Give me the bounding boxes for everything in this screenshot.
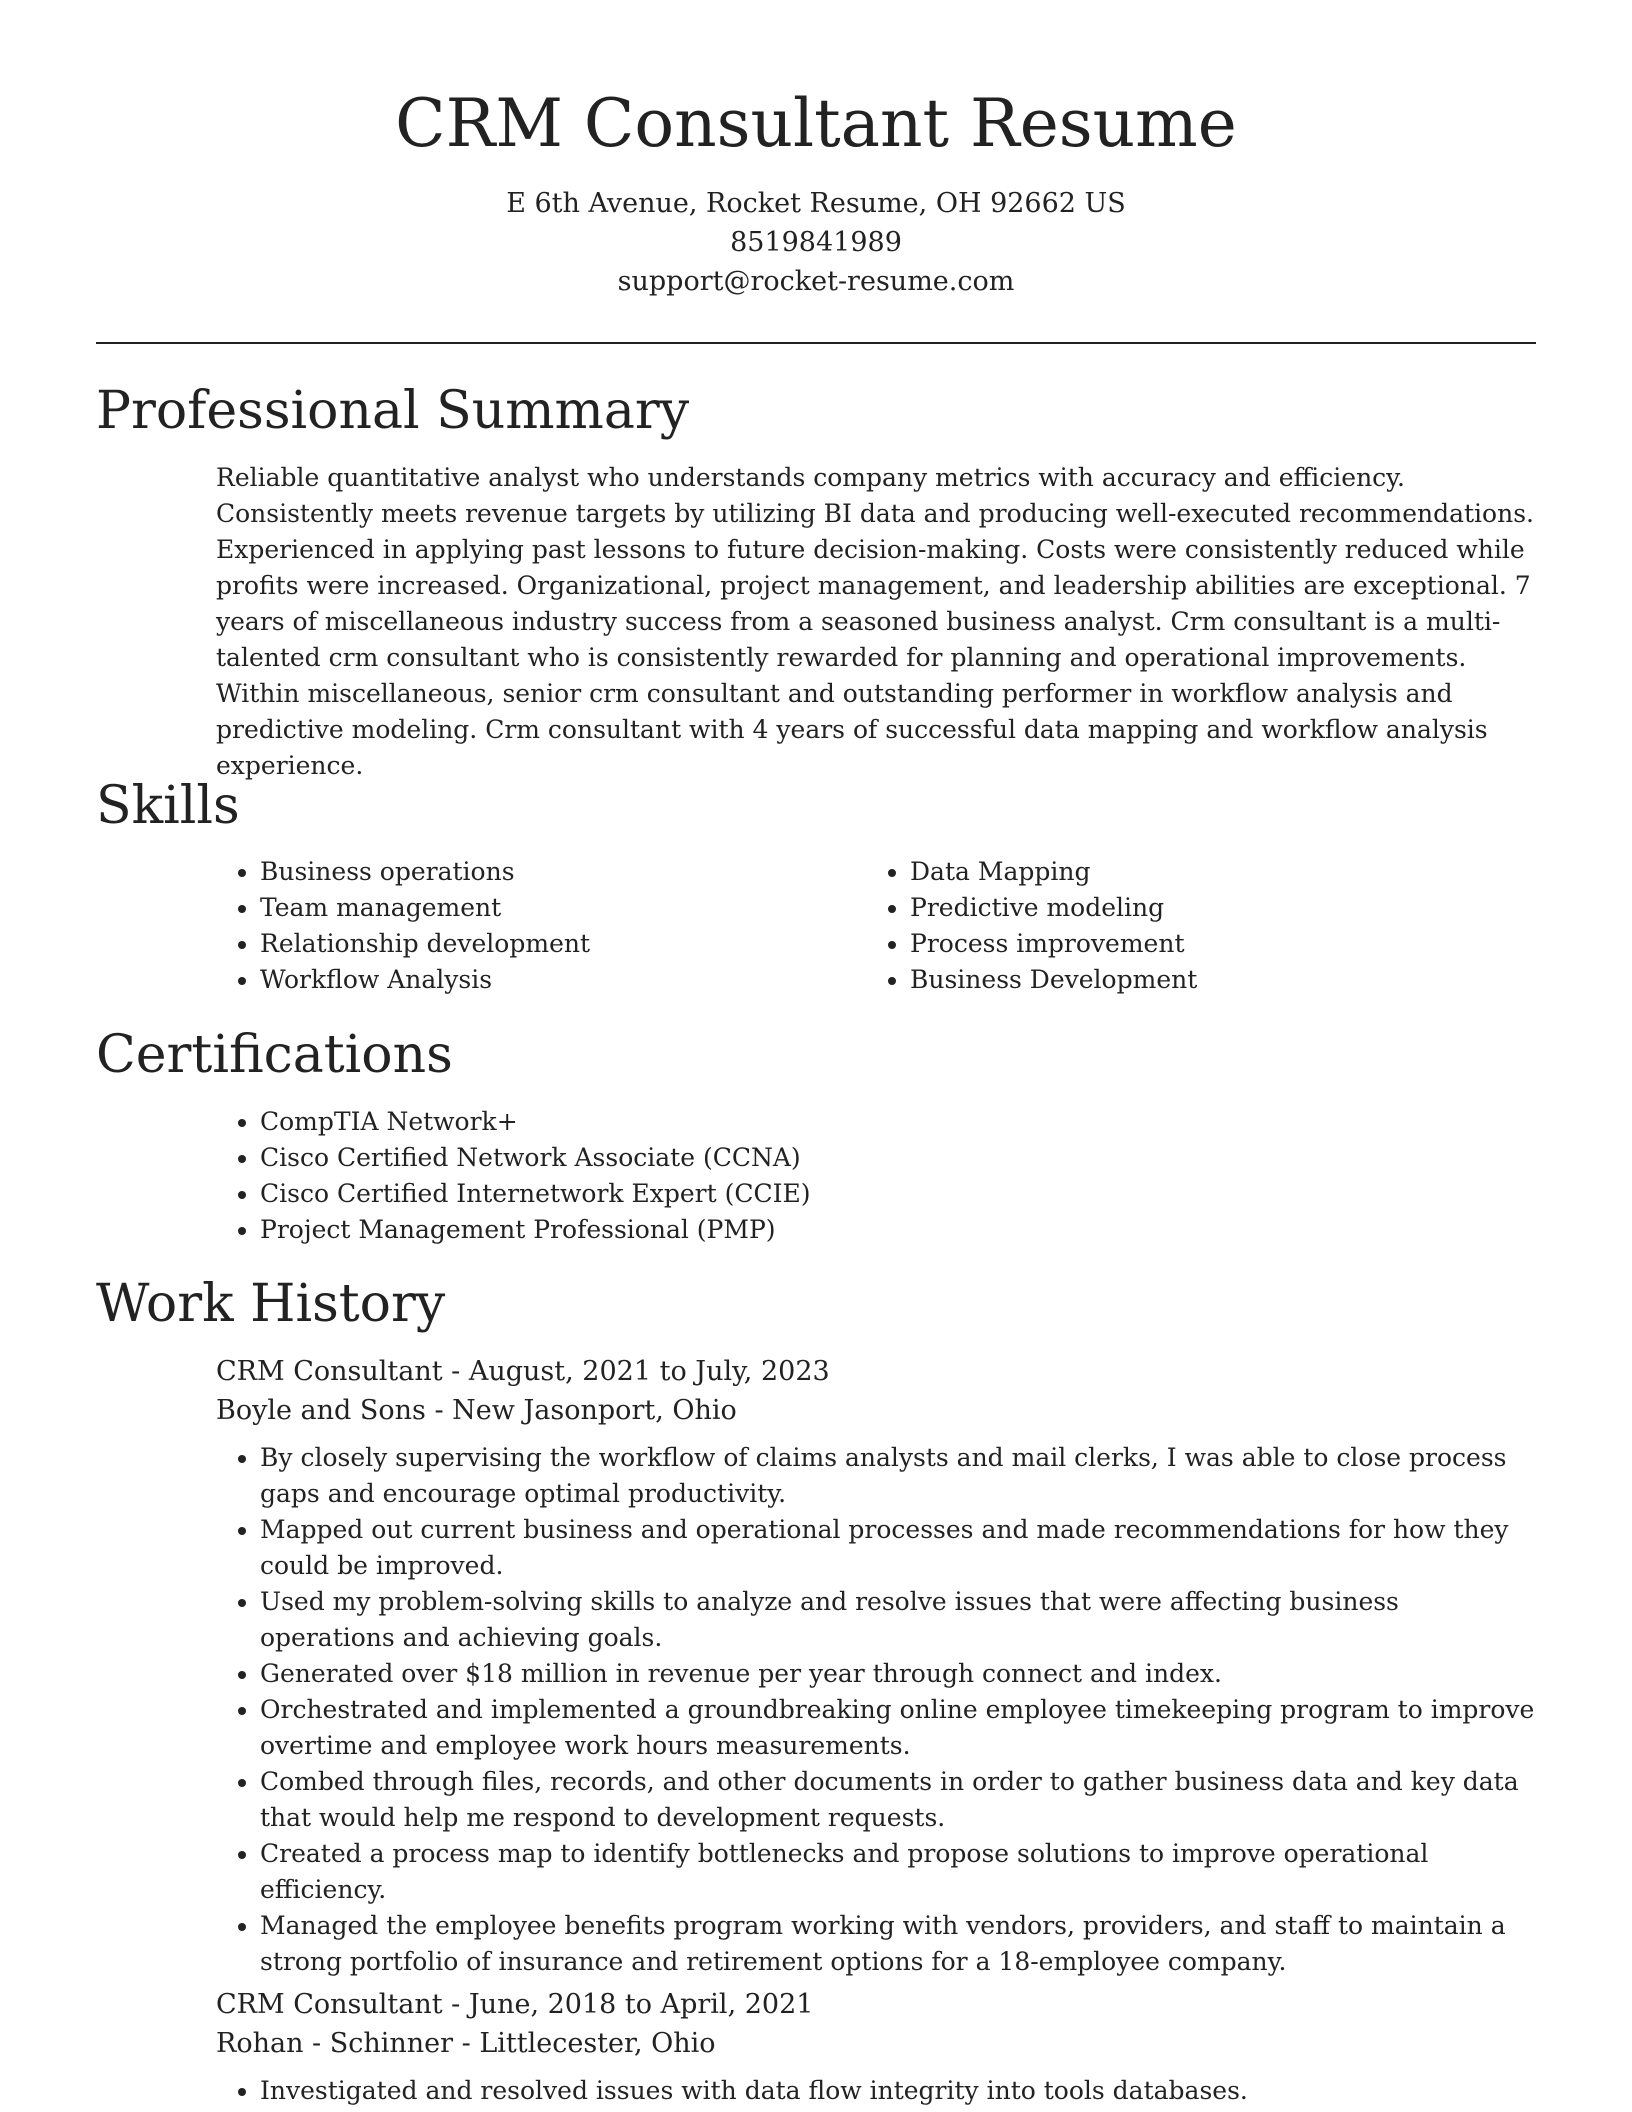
skill-item: • Business operations bbox=[260, 854, 836, 890]
job-title-line: CRM Consultant - June, 2018 to April, 2021 bbox=[216, 1989, 814, 2020]
job-company-line: Rohan - Schinner - Littlecester, Ohio bbox=[216, 2028, 716, 2059]
certifications-block bbox=[216, 1104, 1116, 1248]
skills-column-right bbox=[866, 854, 1486, 998]
skill-item: • Business Development bbox=[910, 962, 1486, 998]
skills-list-left bbox=[216, 854, 836, 998]
job-bullet: • Managed the employee benefits program working with vendors, providers, and staff to maintain a strong portfolio of insurance and retirement options for a 18-employee company. bbox=[260, 1908, 1541, 1980]
certifications-list bbox=[216, 1104, 1116, 1248]
work-history-heading: Work History bbox=[96, 1274, 446, 1334]
job-bullet: • Investigated and resolved issues with data flow integrity into tools databases. bbox=[260, 2073, 1541, 2109]
skill-item: • Predictive modeling bbox=[910, 890, 1486, 926]
resume-header bbox=[0, 0, 1632, 301]
job-bullet: • Combed through files, records, and other documents in order to gather business data and key data that would help me respond to development requests. bbox=[260, 1764, 1541, 1836]
skills-heading: Skills bbox=[96, 776, 240, 836]
certification-item: • Project Management Professional (PMP) bbox=[260, 1212, 1116, 1248]
job-title-line: CRM Consultant - August, 2021 to July, 2023 bbox=[216, 1356, 830, 1387]
job-entry bbox=[216, 1352, 1541, 1980]
skill-item: • Process improvement bbox=[910, 926, 1486, 962]
job-bullet: • Used my problem-solving skills to analyze and resolve issues that were affecting business operations and achieving goals. bbox=[260, 1584, 1541, 1656]
job-bullet: • By closely supervising the workflow of claims analysts and mail clerks, I was able to close process gaps and encourage optimal productivity. bbox=[260, 1440, 1541, 1512]
skills-list-right bbox=[866, 854, 1486, 998]
contact-email: support@rocket-resume.com bbox=[617, 266, 1015, 297]
contact-phone: 8519841989 bbox=[730, 227, 902, 258]
certification-item: • Cisco Certified Internetwork Expert (CCIE) bbox=[260, 1176, 1116, 1212]
skill-item: • Data Mapping bbox=[910, 854, 1486, 890]
header-divider bbox=[96, 342, 1536, 344]
summary-heading: Professional Summary bbox=[96, 381, 690, 441]
resume-title: CRM Consultant Resume bbox=[395, 85, 1237, 162]
job-bullet: • Orchestrated and implemented a groundbreaking online employee timekeeping program to improve overtime and employee work hours measurements. bbox=[260, 1692, 1541, 1764]
contact-address: E 6th Avenue, Rocket Resume, OH 92662 US bbox=[506, 188, 1126, 219]
job-company-line: Boyle and Sons - New Jasonport, Ohio bbox=[216, 1395, 737, 1426]
skill-item: • Team management bbox=[260, 890, 836, 926]
job-entry bbox=[216, 1985, 1541, 2109]
certifications-heading: Certifications bbox=[96, 1025, 453, 1085]
job-bullets bbox=[216, 1440, 1541, 1980]
skill-item: • Workflow Analysis bbox=[260, 962, 836, 998]
skills-column-left bbox=[216, 854, 836, 998]
skill-item: • Relationship development bbox=[260, 926, 836, 962]
job-bullet: • Generated over $18 million in revenue per year through connect and index. bbox=[260, 1656, 1541, 1692]
job-bullet: • Mapped out current business and operational processes and made recommendations for how they could be improved. bbox=[260, 1512, 1541, 1584]
summary-text: Reliable quantitative analyst who understands company metrics with accuracy and efficiency. Consistently meets revenue targets by utilizing BI data and producing well-executed recommendations. Experienced in applying past lessons to future decision-making. Costs were consistently reduced while profits were increased. Organizational, project management, and leadership abilities are exceptional. 7 years of miscellaneous industry success from a seasoned business analyst. Crm consultant is a multi-talented crm consultant who is consistently rewarded for planning and operational improvements. Within miscellaneous, senior crm consultant and outstanding performer in workflow analysis and predictive modeling. Crm consultant with 4 years of successful data mapping and workflow analysis experience. bbox=[216, 463, 1534, 780]
contact-block bbox=[0, 184, 1632, 301]
certification-item: • Cisco Certified Network Associate (CCNA) bbox=[260, 1140, 1116, 1176]
job-bullet: • Created a process map to identify bottlenecks and propose solutions to improve operational efficiency. bbox=[260, 1836, 1541, 1908]
certification-item: • CompTIA Network+ bbox=[260, 1104, 1116, 1140]
job-bullets bbox=[216, 2073, 1541, 2109]
